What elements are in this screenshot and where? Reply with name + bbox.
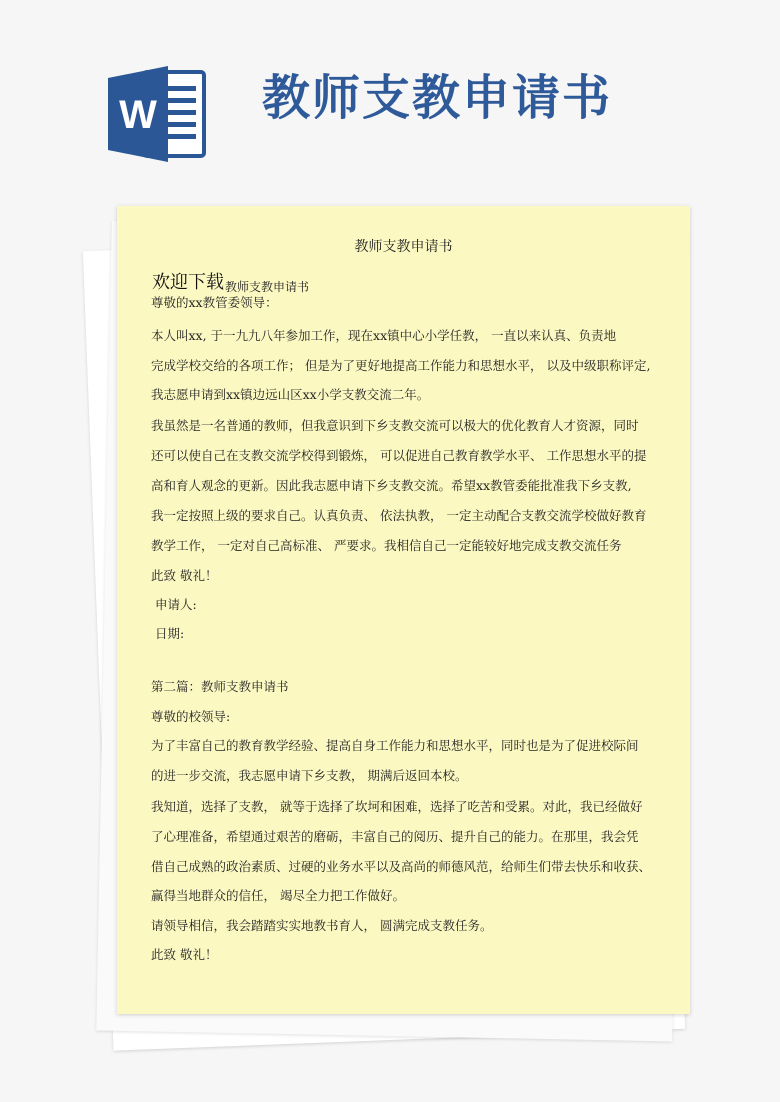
welcome-label: 欢迎下载: [152, 272, 224, 293]
text-line: 高和育人观念的更新。因此我志愿申请下乡支教交流。希望xx教管委能批准我下乡支教,: [151, 478, 632, 493]
text-line: 我知道，选择了支教， 就等于选择了坎坷和困难，选择了吃苦和受累。对此，我已经做好: [151, 799, 643, 814]
text-line: 借自己成熟的政治素质、过硬的业务水平以及高尚的师德风范，给师生们带去快乐和收获、: [151, 859, 652, 874]
text-line: 尊敬的校领导:: [151, 709, 231, 724]
text-line: 还可以使自己在支教交流学校得到锻炼， 可以促进自己教育教学水平、 工作思想水平的提: [151, 448, 647, 463]
text-line: 完成学校交给的各项工作； 但是为了更好地提高工作能力和思想水平， 以及中级职称评定,: [151, 358, 651, 373]
logo-letter: W: [119, 93, 157, 137]
date-label: 日期:: [155, 626, 185, 641]
text-line: 我虽然是一名普通的教师，但我意识到下乡支教交流可以极大的优化教育人才资源，同时: [151, 418, 639, 433]
text-line: 本人叫xx, 于一九九八年参加工作，现在xx镇中心小学任教， 一直以来认真、负责地: [151, 328, 617, 343]
text-line: 我一定按照上级的要求自己。认真负责、 依法执教， 一定主动配合支教交流学校做好教育: [151, 508, 647, 523]
text-line: 为了丰富自己的教育教学经验、提高自身工作能力和思想水平，同时也是为了促进校际间: [151, 738, 639, 753]
applicant-label: 申请人:: [155, 597, 197, 612]
document-title: 教师支教申请书: [354, 239, 453, 255]
word-document-icon: [108, 66, 208, 162]
document-subtitle: 教师支教申请书: [225, 280, 310, 294]
header: [0, 0, 780, 200]
document-page: [117, 206, 690, 1014]
banner-title: 教师支教申请书: [262, 70, 613, 126]
text-line: 的进一步交流，我志愿申请下乡支教， 期满后返回本校。: [151, 768, 468, 783]
text-line: 尊敬的xx教管委领导：: [151, 295, 278, 310]
text-line: 赢得当地群众的信任， 竭尽全力把工作做好。: [151, 888, 405, 903]
closing-salute: 此致 敬礼！: [151, 947, 218, 962]
section-heading: 第二篇：教师支教申请书: [151, 679, 289, 694]
text-line: 请领导相信，我会踏踏实实地教书育人， 圆满完成支教任务。: [151, 918, 493, 933]
closing-salute: 此致 敬礼！: [151, 568, 218, 583]
text-line: 教学工作， 一定对自己高标准、 严要求。我相信自己一定能较好地完成支教交流任务: [151, 538, 622, 553]
text-line: 我志愿申请到xx镇边远山区xx小学支教交流二年。: [151, 387, 430, 402]
text-line: 了心理准备，希望通过艰苦的磨砺，丰富自己的阅历、提升自己的能力。在那里，我会凭: [151, 829, 639, 844]
